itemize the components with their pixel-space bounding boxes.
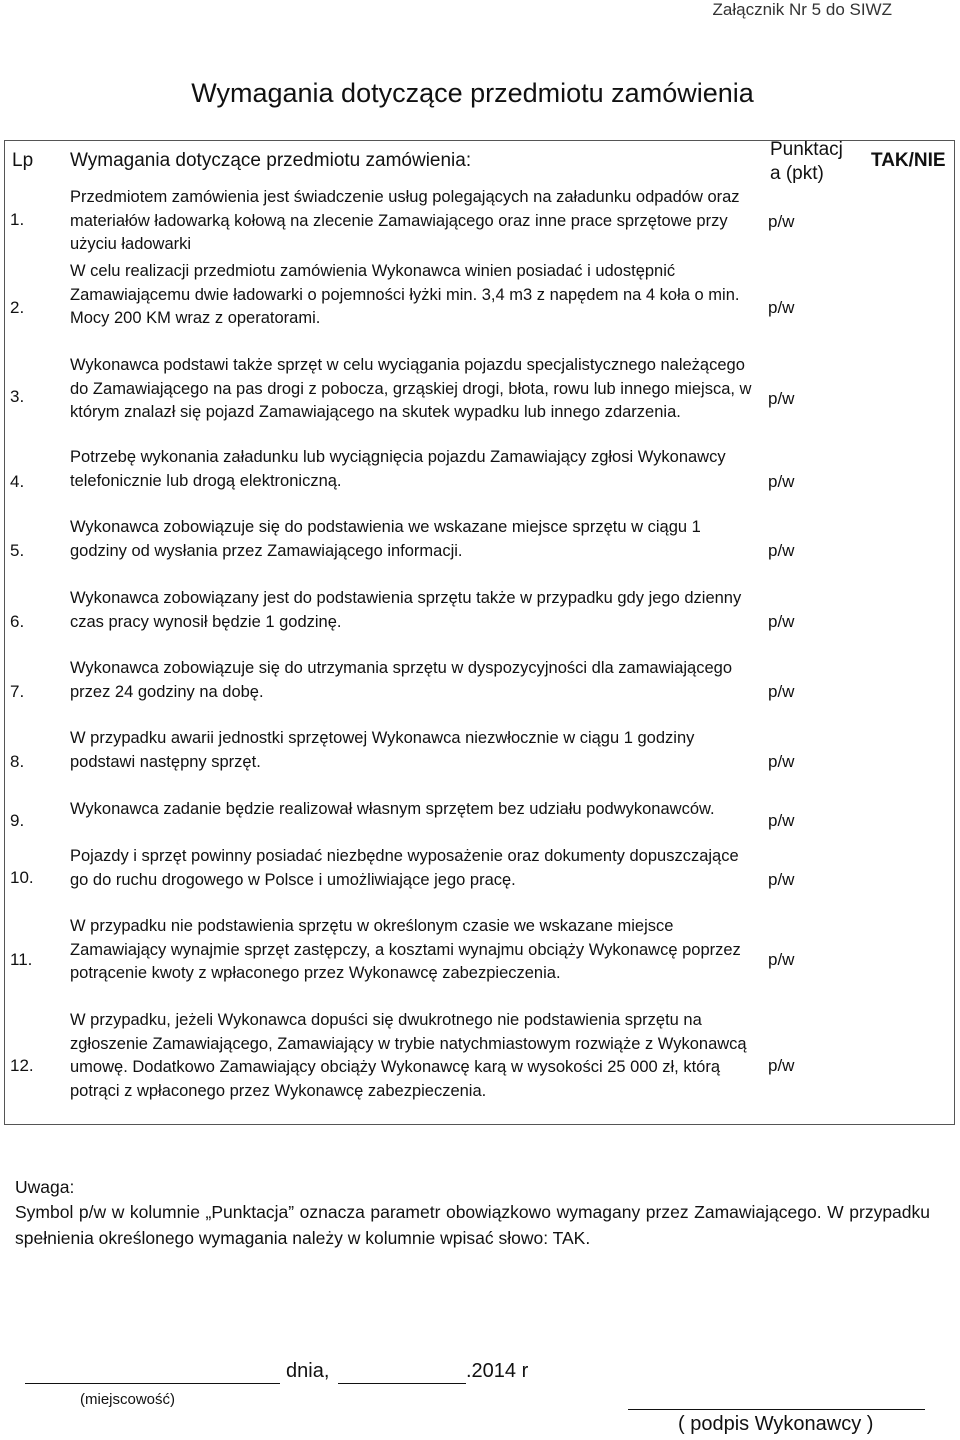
- row-number: 9.: [10, 811, 25, 830]
- row-points: p/w: [768, 472, 795, 491]
- place-line: [25, 1383, 280, 1384]
- row-text: Przedmiotem zamówienia jest świadczenie usług polegających na załadunku odpadów oraz materiałów ładowarką kołową na zlecenie Zamawiającego oraz inne prace sprzętowe przy użyciu ładowarki: [70, 188, 740, 253]
- row-points: p/w: [768, 541, 795, 560]
- row-text: Wykonawca zobowiązuje się do utrzymania sprzętu w dyspozycyjności dla zamawiającego przez 24 godziny na dobę.: [70, 659, 732, 701]
- row-text: Potrzebę wykonania załadunku lub wyciągnięcia pojazdu Zamawiający zgłosi Wykonawcy telefonicznie lub drogą elektroniczną.: [70, 448, 726, 490]
- row-points: p/w: [768, 811, 795, 830]
- row-points: p/w: [768, 389, 795, 408]
- row-text: W celu realizacji przedmiotu zamówienia Wykonawca winien posiadać i udostępnić Zamawiającemu dwie ładowarki o pojemności łyżki min. 3,4 m3 z napędem na 4 koła o min. Mocy 200 KM wraz z operatorami.: [70, 262, 740, 327]
- row-text: W przypadku nie podstawienia sprzętu w określonym czasie we wskazane miejsce Zamawiający wynajmie sprzęt zastępczy, a kosztami wynajmu obciąży Wykonawcę poprzez potrącenie kwoty z wpłaconego przez Wykonawcę zabezpieczenia.: [70, 917, 741, 982]
- row-points: p/w: [768, 682, 795, 701]
- header-points-line2: a (pkt): [770, 163, 824, 184]
- row-points: p/w: [768, 298, 795, 317]
- row-number: 12.: [10, 1056, 34, 1075]
- header-points-line1: Punktacj: [770, 139, 843, 160]
- header-lp: Lp: [12, 150, 34, 171]
- row-number: 6.: [10, 612, 25, 631]
- row-number: 5.: [10, 541, 25, 560]
- note-text: Symbol p/w w kolumnie „Punktacja” oznacza parametr obowiązkowo wymagany przez Zamawiającego. W przypadku spełnienia określonego wymagania należy w kolumnie wpisać słowo: TAK.: [15, 1202, 930, 1248]
- signer-caption: ( podpis Wykonawcy ): [678, 1413, 874, 1435]
- row-points: p/w: [768, 870, 795, 889]
- row-number: 7.: [10, 682, 25, 701]
- row-number: 1.: [10, 210, 25, 229]
- place-caption: (miejscowość): [80, 1391, 176, 1408]
- date-line: [338, 1383, 466, 1384]
- row-text: W przypadku awarii jednostki sprzętowej Wykonawca niezwłocznie w ciągu 1 godziny podstawi następny sprzęt.: [70, 729, 695, 771]
- row-text: Wykonawca podstawi także sprzęt w celu wyciągania pojazdu specjalistycznego należącego do Zamawiającego na pas drogi z pobocza, grząskiej drogi, błota, rowu lub innego miejsca, w którym znalazł się pojazd Zamawiającego na skutek wypadku lub innego zdarzenia.: [70, 356, 752, 421]
- row-text: Wykonawca zadanie będzie realizował własnym sprzętem bez udziału podwykonawców.: [70, 800, 715, 818]
- header-points: [770, 138, 843, 186]
- table-bottom-border: [4, 1124, 954, 1125]
- row-points: p/w: [768, 950, 795, 969]
- row-points: p/w: [768, 612, 795, 631]
- row-number: 3.: [10, 387, 25, 406]
- row-points: p/w: [768, 212, 795, 231]
- row-text: Pojazdy i sprzęt powinny posiadać niezbędne wyposażenie oraz dokumenty dopuszczające go do ruchu drogowego w Polsce i umożliwiające jego pracę.: [70, 847, 739, 889]
- date-label: dnia,: [286, 1360, 330, 1382]
- row-number: 4.: [10, 472, 25, 491]
- year-label: .2014 r: [466, 1360, 529, 1382]
- row-points: p/w: [768, 752, 795, 771]
- row-points: p/w: [768, 1056, 795, 1075]
- page-title: Wymagania dotyczące przedmiotu zamówienia: [191, 78, 754, 108]
- row-text: Wykonawca zobowiązany jest do podstawienia sprzętu także w przypadku gdy jego dzienny czas pracy wynosił będzie 1 godzinę.: [70, 589, 742, 631]
- signature-line: [628, 1409, 925, 1410]
- note-label: Uwaga:: [15, 1177, 75, 1197]
- row-number: 11.: [10, 950, 33, 969]
- row-text: Wykonawca zobowiązuje się do podstawienia we wskazane miejsce sprzętu w ciągu 1 godziny od wysłania przez Zamawiającego informacji.: [70, 518, 701, 560]
- row-number: 10.: [10, 868, 34, 887]
- row-number: 8.: [10, 752, 25, 771]
- row-number: 2.: [10, 298, 25, 317]
- table-right-border: [954, 140, 955, 1125]
- table-left-border: [4, 140, 5, 1125]
- header-requirement: Wymagania dotyczące przedmiotu zamówienia:: [70, 150, 472, 171]
- row-text: W przypadku, jeżeli Wykonawca dopuści się dwukrotnego nie podstawienia sprzętu na zgłoszenie Zamawiającego, Zamawiający w trybie natychmiastowym rozwiąże z Wykonawcą umowę. Dodatkowo Zamawiający obciąży Wykonawcę karą w wysokości 25 000 zł, którą potrąci z wpłaconego przez Wykonawcę zabezpieczenia.: [70, 1011, 747, 1100]
- header-yesno: TAK/NIE: [871, 150, 946, 171]
- annex-label: Załącznik Nr 5 do SIWZ: [712, 0, 892, 19]
